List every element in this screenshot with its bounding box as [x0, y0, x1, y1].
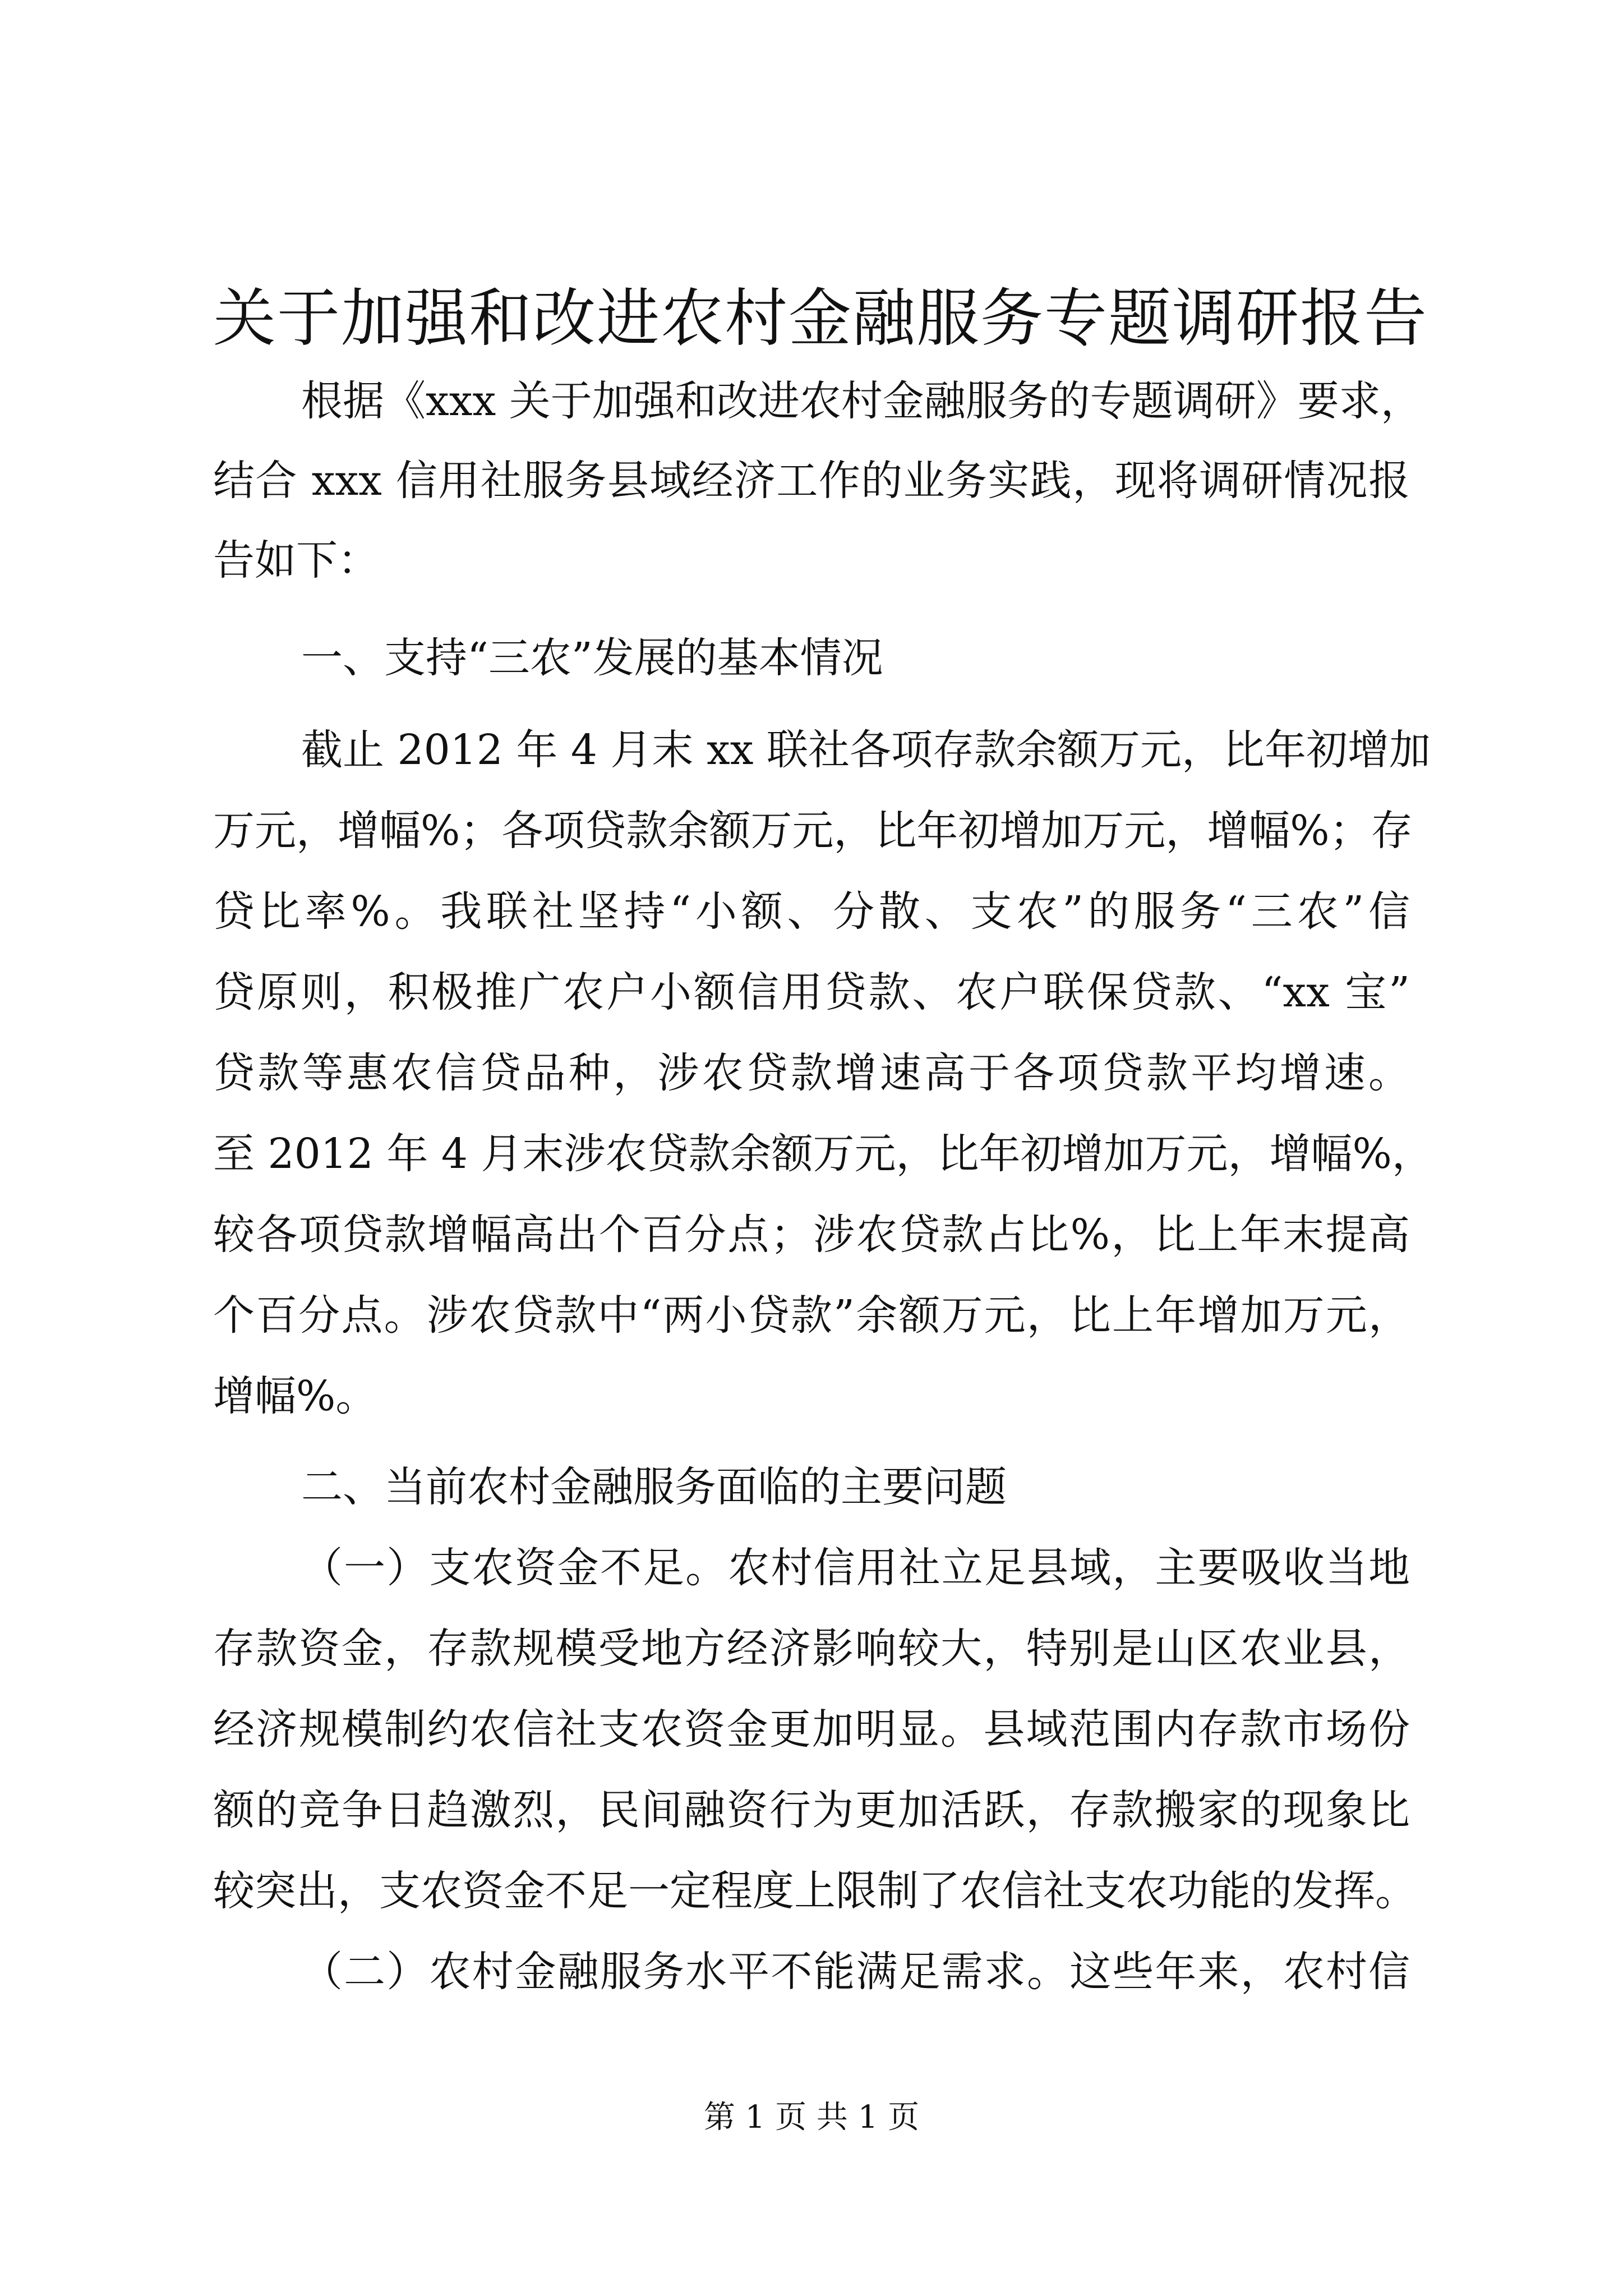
paragraph-line: 截止 2012 年 4 月末 xx 联社各项存款余额万元，比年初增加	[301, 726, 1431, 774]
paragraph-line: 较各项贷款增幅高出个百分点；涉农贷款占比%，比上年末提高	[213, 1211, 1410, 1259]
paragraph-line: 较突出，支农资金不足一定程度上限制了农信社支农功能的发挥。	[213, 1867, 1417, 1915]
section-heading: 一、支持“三农”发展的基本情况	[301, 634, 883, 682]
document-title: 关于加强和改进农村金融服务专题调研报告	[213, 282, 1428, 355]
paragraph-line: 额的竞争日趋激烈，民间融资行为更加活跃，存款搬家的现象比	[213, 1786, 1410, 1834]
paragraph-line: 贷比率%。我联社坚持“小额、分散、支农”的服务“三农”信	[213, 887, 1410, 936]
paragraph-line: （一）支农资金不足。农村信用社立足县域，主要吸收当地	[301, 1544, 1410, 1592]
page-footer: 第 1 页 共 1 页	[703, 2099, 920, 2136]
section-heading: 二、当前农村金融服务面临的主要问题	[301, 1463, 1007, 1511]
paragraph-line: 贷原则，积极推广农户小额信用贷款、农户联保贷款、“xx 宝”	[213, 968, 1410, 1016]
paragraph-line: 根据《xxx 关于加强和改进农村金融服务的专题调研》要求，	[301, 377, 1422, 425]
paragraph-line: 存款资金，存款规模受地方经济影响较大，特别是山区农业县，	[213, 1625, 1410, 1673]
paragraph-line: 至 2012 年 4 月末涉农贷款余额万元，比年初增加万元，增幅%，	[213, 1130, 1433, 1178]
paragraph-line: 告如下：	[213, 536, 379, 585]
paragraph-line: 万元，增幅%；各项贷款余额万元，比年初增加万元，增幅%；存	[213, 807, 1413, 855]
paragraph-line: 增幅%。	[213, 1372, 377, 1420]
paragraph-line: （二）农村金融服务水平不能满足需求。这些年来，农村信	[301, 1948, 1410, 1996]
paragraph-line: 结合 xxx 信用社服务县域经济工作的业务实践，现将调研情况报	[213, 457, 1410, 505]
paragraph-line: 个百分点。涉农贷款中“两小贷款”余额万元，比上年增加万元，	[213, 1291, 1410, 1340]
paragraph-line: 经济规模制约农信社支农资金更加明显。县域范围内存款市场份	[213, 1705, 1410, 1754]
paragraph-line: 贷款等惠农信贷品种，涉农贷款增速高于各项贷款平均增速。	[213, 1049, 1410, 1097]
